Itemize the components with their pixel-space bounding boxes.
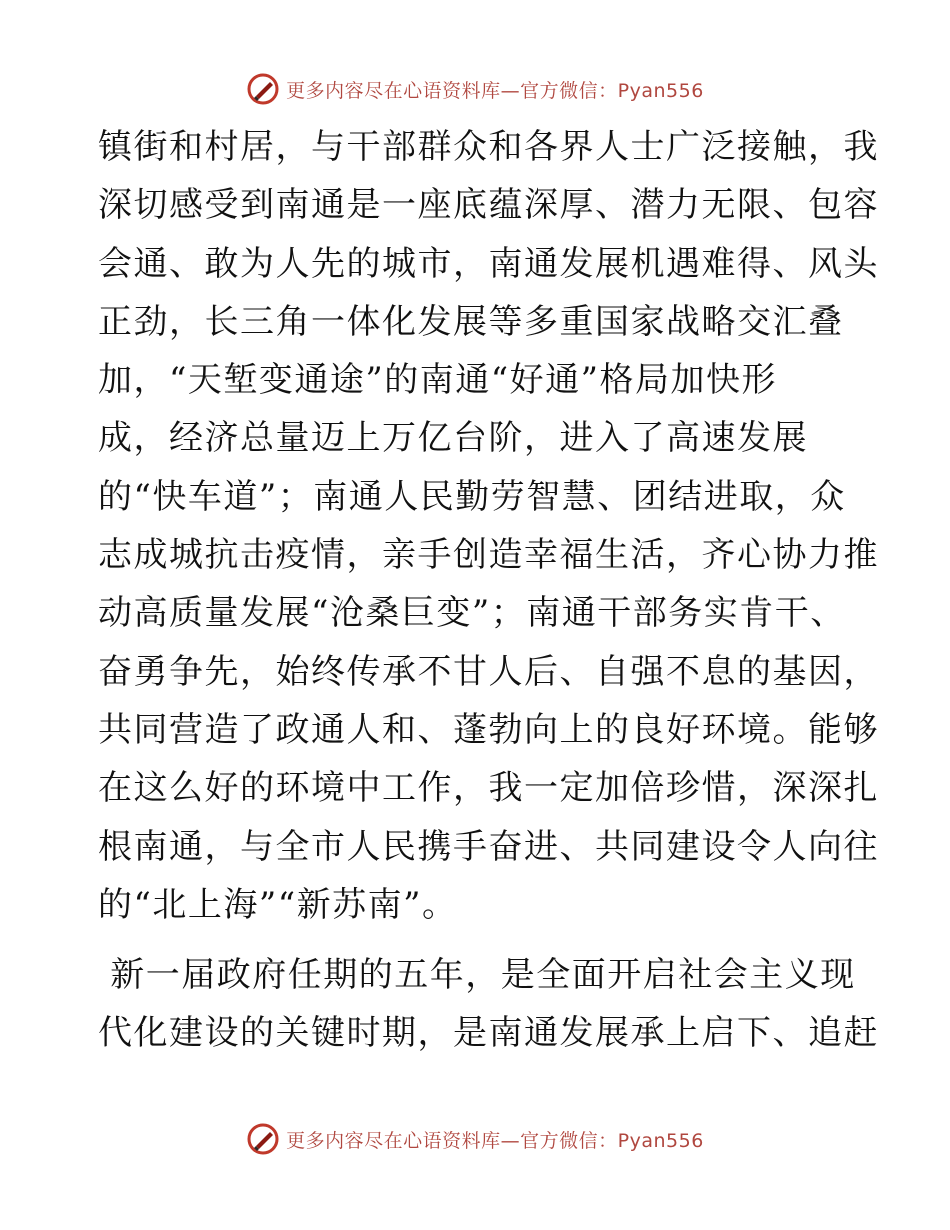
- text-line: 正劲，长三角一体化发展等多重国家战略交汇叠: [98, 301, 844, 342]
- text-line: 代化建设的关键时期，是南通发展承上启下、追赶: [98, 1013, 879, 1054]
- text-line: 成，经济总量迈上万亿台阶，进入了高速发展: [98, 418, 808, 459]
- text-line: 镇街和村居，与干部群众和各界人士广泛接触，我: [98, 127, 879, 167]
- text-line: 新一届政府任期的五年，是全面开启社会主义现: [98, 955, 856, 996]
- text-line: 根南通，与全市人民携手奋进、共同建设令人向往: [98, 826, 879, 867]
- pen-logo-icon: [246, 72, 280, 106]
- banner-text: 更多内容尽在心语资料库—官方微信：Pyan556: [286, 1129, 704, 1152]
- text-line: 会通、敢为人先的城市，南通发展机遇难得、风头: [98, 243, 879, 284]
- banner-text: 更多内容尽在心语资料库—官方微信：Pyan556: [286, 79, 704, 102]
- text-line: 加，“天堑变通途”的南通“好通”格局加快形: [98, 360, 778, 401]
- text-line: 的“北上海”“新苏南”。: [98, 884, 458, 925]
- document-body: [98, 118, 879, 1063]
- paragraph: [98, 946, 879, 1063]
- text-line: 共同营造了政通人和、蓬勃向上的良好环境。能够: [98, 709, 879, 750]
- text-line: 奋勇争先，始终传承不甘人后、自强不息的基因，: [98, 651, 879, 692]
- text-line: 动高质量发展“沧桑巨变”；南通干部务实肯干、: [98, 593, 846, 634]
- footer-banner: [0, 1122, 950, 1156]
- text-line: 的“快车道”；南通人民勤劳智慧、团结进取，众: [98, 476, 846, 517]
- header-banner: [0, 72, 950, 106]
- paragraph: [98, 118, 879, 934]
- text-line: 深切感受到南通是一座底蕴深厚、潜力无限、包容: [98, 185, 879, 226]
- text-line: 在这么好的环境中工作，我一定加倍珍惜，深深扎: [98, 768, 879, 809]
- pen-logo-icon: [246, 1122, 280, 1156]
- text-line: 志成城抗击疫情，亲手创造幸福生活，齐心协力推: [98, 535, 879, 576]
